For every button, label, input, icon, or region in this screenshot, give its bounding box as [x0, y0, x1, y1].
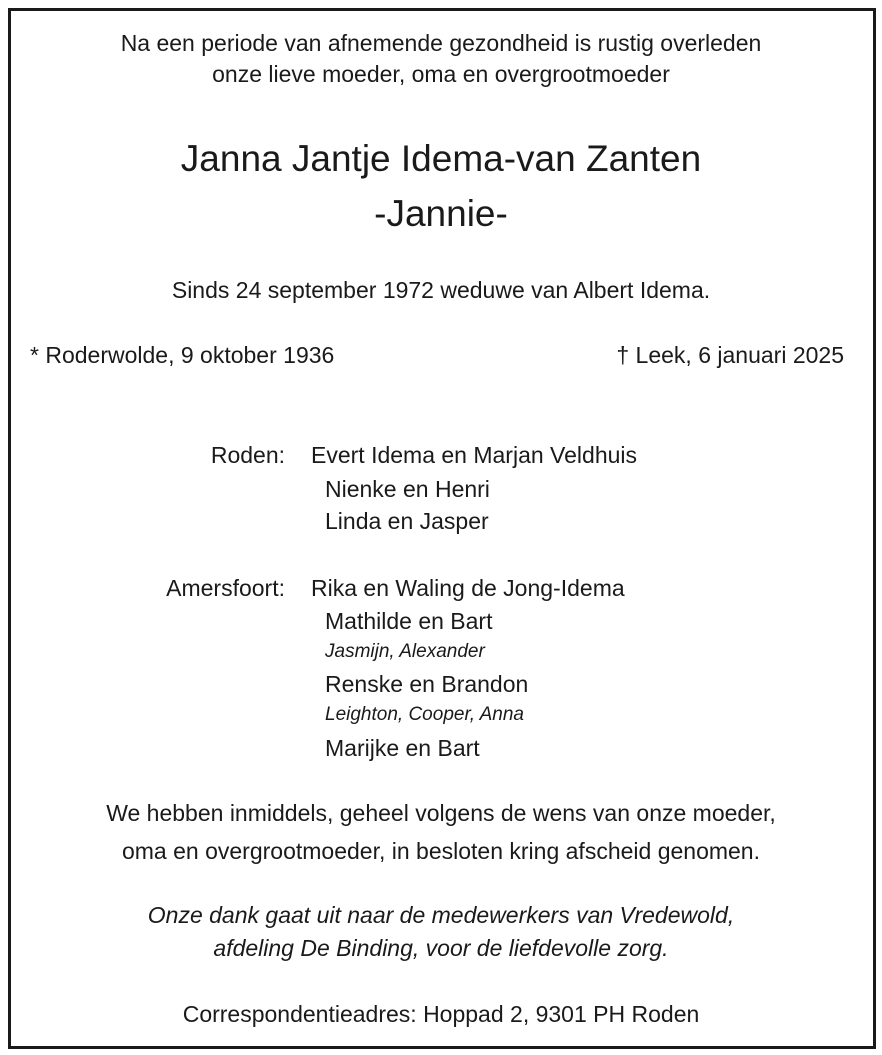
thanks-line-2: afdeling De Binding, voor de liefdevolle zorg.	[213, 935, 669, 961]
family-head-roden: Evert Idema en Marjan Veldhuis	[311, 442, 638, 468]
deceased-nickname: -Jannie-	[374, 193, 508, 234]
death-info: † Leek, 6 januari 2025	[616, 342, 844, 368]
farewell-line-2: oma en overgrootmoeder, in besloten kring afscheid genomen.	[121, 838, 760, 864]
correspondence-address: Correspondentieadres: Hoppad 2, 9301 PH Roden	[182, 1001, 700, 1027]
birth-info: * Roderwolde, 9 oktober 1936	[30, 342, 335, 368]
widow-line: Sinds 24 september 1972 weduwe van Albert Idema.	[171, 277, 711, 303]
family-head-amersfoort: Rika en Waling de Jong-Idema	[311, 575, 625, 601]
intro-line-1: Na een periode van afnemende gezondheid is rustig overleden	[120, 30, 762, 56]
intro-line-2: onze lieve moeder, oma en overgrootmoeder	[212, 61, 670, 87]
family-grandchildren: Leighton, Cooper, Anna	[325, 704, 524, 725]
family-child: Linda en Jasper	[325, 508, 489, 534]
family-child: Nienke en Henri	[325, 476, 490, 502]
farewell-line-1: We hebben inmiddels, geheel volgens de wens van onze moeder,	[106, 800, 776, 826]
family-child: Renske en Brandon	[325, 671, 529, 697]
family-place-roden: Roden:	[210, 442, 285, 468]
family-place-amersfoort: Amersfoort:	[166, 575, 285, 601]
deceased-name: Janna Jantje Idema-van Zanten	[180, 138, 702, 179]
thanks-line-1: Onze dank gaat uit naar de medewerkers van Vredewold,	[147, 902, 735, 928]
family-child: Marijke en Bart	[325, 735, 480, 761]
family-child: Mathilde en Bart	[325, 608, 493, 634]
family-grandchildren: Jasmijn, Alexander	[325, 641, 485, 662]
